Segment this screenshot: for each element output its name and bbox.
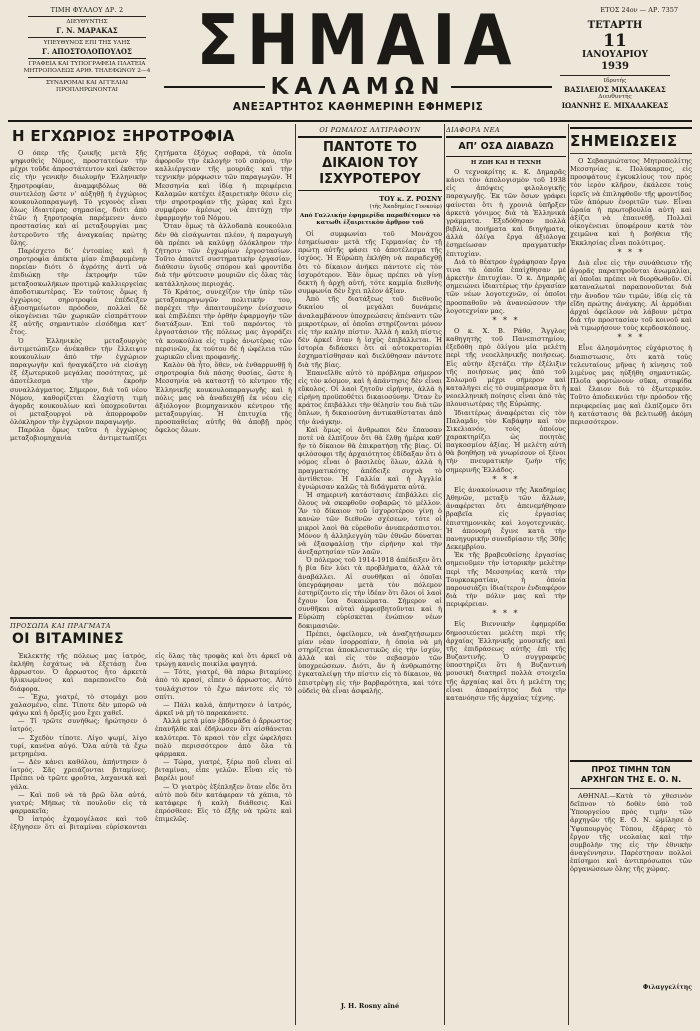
article-tribute bbox=[570, 792, 692, 982]
article-paragraph: — Καὶ ποῦ νὰ τὰ βρῶ ὅλα αὐτά, γιατρέ; Μήπως τὰ πουλοῦν εἰς τὰ φαρμακεῖα; bbox=[10, 790, 147, 815]
separator-stars: * * * bbox=[492, 315, 520, 325]
article-paragraph: Ὁ ἰατρὸς ἐχαμογέλασε καὶ τοῦ ἐξήγησεν ὅτι αἱ βιταμίναι εὑρίσκονται εἰς ὅλας τὰς τροφὰς καὶ ὅτι ἀρκεῖ νὰ τρώγῃ κανεὶς ποικίλα φαγητά. bbox=[10, 652, 292, 832]
article-paragraph: Καλὸν θὰ ἦτο, ὅθεν, νὰ ἐνθαρρυνθῇ ἡ σηροτροφία διὰ πάσης θυσίας, ὥστε ἡ Μεσσηνία νὰ καταστῇ τὸ κέντρον τῆς Ἑλληνικῆς κουκουλοπαραγωγῆς καὶ ἡ πόλις μας νὰ ἀναδειχθῇ ἐκ νέου εἰς ἀξιόλογον βιομηχανικὸν κέντρον τῆς μεταξουργίας. Ἡ ἐπιτυχία τῆς προσπαθείας αὐτῆς θὰ ἀποβῇ πρὸς ὄφελος ὅλων. bbox=[155, 361, 292, 435]
offices-info: ΓΡΑΦΕΙΑ ΚΑΙ ΤΥΠΟΓΡΑΦΕΙΑ ΠΛΑΤΕΙΑ ΜΗΤΡΟΠΟΛΕΩΣ ΑΡΙΘ. ΤΗΛΕΦΩΝΟΥ 2—4 bbox=[23, 61, 151, 74]
issue-day: ΤΕΤΑΡΤΗ bbox=[587, 20, 643, 31]
separator-stars: * * * bbox=[492, 474, 520, 484]
article-lead-in: Από Γαλλικήν ἐφημερίδα παραθέτομεν τὸ κατωθι ἐξαιρετικὸν ἄρθρον τοῦ bbox=[299, 213, 441, 226]
subscriptions-info: ΣΥΝΔΡΟΜΑΙ ΚΑΙ ΑΓΓΕΛΙΑΙ ΠΡΟΠΛΗΡΩΝΟΝΤΑΙ bbox=[45, 80, 129, 93]
section-divider bbox=[570, 153, 692, 154]
issue-date-number: 11 bbox=[603, 31, 627, 51]
article-paragraph: — Ἔχω, γιατρέ, τὸ στομάχι μου χαλασμένο, εἶπε. Τίποτε δὲν μπορῶ νὰ φάγω καὶ ἡ ὄρεξίς μου ἔχει χαθεῖ. bbox=[10, 692, 147, 718]
subtitle-rule-left bbox=[164, 86, 265, 88]
section-divider bbox=[570, 760, 692, 762]
divider bbox=[560, 75, 670, 76]
article-kicker: ΟΙ ΡΩΜΑΙΟΣ ΛΛΤΙΡΑΦΟΥΝ bbox=[319, 126, 421, 134]
newspaper-title: ΣΗΜΑΙΑ bbox=[196, 0, 520, 82]
column-3 bbox=[446, 124, 566, 1025]
column-rule bbox=[444, 124, 445, 1025]
column-rule bbox=[568, 124, 569, 1025]
separator-stars: * * * bbox=[617, 247, 645, 257]
article-paragraph: Παρέσχετο δι’ ἐντοπίας καὶ ἡ σηροτροφία ἀπέκτα μίαν ἐπιβαρυμένην πορείαν διότι ὁ ἀγρότης ἀντὶ νὰ ἐπιδιώκῃ τὴν ἐκτροφήν τῶν μεταξοσκωλήκων προτιμῷ καλλιεργείας ἀποδοτικωτέρας. Ἐν τούτοις ὅμως ἡ ἐγχώριος σηροτροφία ἐπέδειξεν ἀξιοσημείωτον πρόοδον, πολλαὶ δὲ οἰκογένειαι τῶν χωρικῶν εἰσπράττουν ἐξ αὐτῆς σημαντικὸν εἰσόδημα κατ’ ἔτος. bbox=[10, 246, 147, 337]
article-justice bbox=[298, 230, 442, 1000]
article-reading bbox=[446, 168, 566, 1008]
article-paragraph: Ὁ πόλεμος τοῦ 1914-1918 ἀπέδειξεν ὅτι ἡ βία δὲν λύει τὰ προβλήματα, ἀλλὰ τὰ ἀναβάλλει. Αἱ συνθῆκαι αἱ ὁποῖαι ὑπεγράφησαν μετὰ τὸν πόλεμον ἐστηρίζοντο εἰς τὴν ἰδέαν ὅτι ὅλοι οἱ λαοὶ ἔχουν ἴσα δικαιώματα. Σήμερον αἱ συνθῆκαι αὐταὶ ἀμφισβητοῦνται καὶ ἡ Εὐρώπη εὑρίσκεται ἐνώπιον νέων δοκιμασιῶν. bbox=[298, 556, 442, 630]
headline-box bbox=[298, 136, 442, 191]
article-paragraph: Ἀλλὰ μετὰ μίαν ἑβδομάδα ὁ ἄρρωστος ἐπανῆλθε καὶ ἐδήλωσεν ὅτι αἰσθάνεται καλύτερα. Τὸ κρασὶ τὸν εἶχε ὠφελήσει πολὺ περισσότερον ἀπὸ ὅλα τὰ φάρμακα. bbox=[155, 717, 292, 758]
article-paragraph: Ἐπανεῖλθε αὐτὸ τὸ πρόβλημα σήμερον εἰς τὸν κόσμον, καὶ ἡ ἀπάντησις δὲν εἶναι εὔκολος. Οἱ λαοὶ ζητοῦν εἰρήνην, ἀλλὰ ἡ εἰρήνη προϋποθέτει δικαιοσύνην. Ὅταν ἓν κράτος ἐπιβάλλει τὴν θέλησίν του διὰ τῶν ὅπλων, ἡ δικαιοσύνη ἀντικαθίσταται ἀπὸ τὴν ἀνάγκην. bbox=[298, 368, 442, 426]
director-name: Γ. Ν. ΜΑΡΑΚΑΣ bbox=[56, 26, 118, 35]
article-paragraph: Ἀπὸ τῆς διατάξεως τοῦ διεθνοῦς δικαίου οἱ μεγάλαι δυνάμεις ἀναλαμβάνουν ὑποχρεώσεις ἀπέναντι τῶν μικροτέρων, αἱ ὁποῖαι στηρίζονται μόνον εἰς τὴν καλὴν πίστιν. Ἀλλὰ ἡ καλὴ πίστις δὲν ἀρκεῖ ὅταν ἡ ἰσχὺς ἐπιβάλλεται. Ἡ ἱστορία διδάσκει ὅτι αἱ αὐτοκρατορίαι ἐσχηματίσθησαν καὶ διελύθησαν πάντοτε διὰ τῆς βίας. bbox=[298, 295, 442, 369]
article-paragraph: — Τώρα, γιατρέ, ξέρω ποῦ εἶναι αἱ βιταμίναι, εἶπε γελῶν. Εἶναι εἰς τὸ βαρέλι μου! bbox=[155, 758, 292, 783]
subtitle-rule-right bbox=[451, 86, 552, 88]
article-subheading: Η ΖΩΗ ΚΑΙ Η ΤΕΧΝΗ bbox=[470, 160, 542, 166]
headline-reading: ΑΠ’ ΟΣΑ ΔΙΑΒΑΖΩ bbox=[458, 141, 554, 152]
article-paragraph: Εἰς ἀνακοίνωσιν τῆς Ἀκαδημίας Ἀθηνῶν, μεταξὺ τῶν ἄλλων, ἀναφέρεται ὅτι ἀπενεμήθησαν βραβεῖα εἰς ἐργασίας ἐπιστημονικὰς καὶ λογοτεχνικάς. Ἡ ἀπονομὴ ἔγινε κατὰ τὴν πανηγυρικὴν συνεδρίασιν τῆς 30ῆς Δεκεμβρίου. bbox=[446, 485, 566, 552]
divider bbox=[28, 37, 146, 38]
column-2 bbox=[298, 124, 442, 1025]
section-kicker: ΠΡΟΣΩΠΑ ΚΑΙ ΠΡΑΓΜΑΤΑ bbox=[10, 622, 111, 630]
divider bbox=[28, 58, 146, 59]
notes-list bbox=[570, 157, 692, 757]
headline-tribute: ΠΡΟΣ ΤΙΜΗΝ ΤΩΝ ΑΡΧΗΓΩΝ ΤΗΣ Ε. Ο. Ν. bbox=[580, 765, 682, 784]
article-signature: J. H. Rosny aîné bbox=[340, 1002, 400, 1010]
article-paragraph: — Τί τρῶτε συνήθως; ἠρώτησεν ὁ ἰατρός. bbox=[10, 717, 147, 734]
section-divider bbox=[570, 788, 692, 789]
editor-title: Διευθυντής bbox=[598, 94, 632, 100]
title-block bbox=[158, 0, 558, 113]
section-divider bbox=[10, 617, 292, 619]
column-rule bbox=[295, 124, 296, 1025]
article-paragraph: Διὰ τὸ θέατρον ἐγράφησαν ἔργα τινα τὰ ὁποῖα ἐπαίχθησαν μὲ ἀρκετὴν ἐπιτυχίαν. Ὁ κ. Δημαρᾶς σημειώνει ἰδιαιτέρως τὴν ἐργασίαν τῶν νέων λογοτεχνῶν, οἱ ὁποῖοι προσπαθοῦν νὰ ἀνανεώσουν τὴν λογοτεχνίαν μας. bbox=[446, 257, 566, 315]
masthead-rule bbox=[8, 120, 692, 122]
section-divider bbox=[570, 127, 692, 129]
article-paragraph: Εἰς Βιεννικὴν ἐφημερίδα δημοσιεύεται μελέτη περὶ τῆς ἀρχαίας Ἑλληνικῆς μουσικῆς καὶ τῆς ἐπιδράσεως αὐτῆς ἐπὶ τῆς Βυζαντινῆς. Ὁ συγγραφεὺς ὑποστηρίζει ὅτι ἡ Βυζαντινὴ μουσικὴ διατηρεῖ πολλὰ στοιχεῖα τῆς ἀρχαίας καὶ ὅτι ἡ μελέτη της εἶναι ἀπαραίτητος διὰ τὴν κατανόησιν τῆς ἀρχαίας τέχνης. bbox=[446, 620, 566, 702]
article-paragraph: — Σχεδὸν τίποτε. Λίγο ψωμί, λίγο τυρί, κανένα αὐγό. Ὅλα αὐτὰ τὰ ἔχω μετρημένα. bbox=[10, 733, 147, 758]
article-kicker: ΔΙΑΦΟΡΑ ΝΕΑ bbox=[446, 126, 500, 134]
article-paragraph: — Πάλι καλά, ἀπήντησεν ὁ ἰατρός, ἀρκεῖ νὰ μὴ τὸ παρακάνετε. bbox=[155, 700, 292, 718]
column-4 bbox=[570, 124, 692, 1025]
article-byline-affiliation: (τῆς Ἀκαδημίας Γονκούρ) bbox=[369, 204, 442, 210]
headline-vitamins: ΟΙ ΒΙΤΑΜΙΝΕΣ bbox=[12, 631, 124, 647]
article-paragraph: Ὁ Ἑλληνικὸς μεταξουργὸς ἀντιμετώπιζεν ἀνέκαθεν τὴν ἔλλειψιν κουκουλίων ἀπὸ τὴν ἐγχώριον παραγωγὴν καὶ ἠναγκάζετο νὰ εἰσάγῃ ἐξ ἐξωτερικοῦ μεγάλας ποσότητας, μὲ ἀποτέλεσμα τὴν ἐκροὴν συναλλάγματος. Σήμερον, διὰ τοῦ νέου Νόμου, καθορίζεται ἐλαχίστη τιμὴ ἀγορᾶς κουκουλίων καὶ ὑποχρεοῦνται οἱ μεταξουργοὶ νὰ ἀπορροφοῦν ὁλόκληρον τὴν ἐγχώριον παραγωγήν. bbox=[10, 336, 147, 427]
article-paragraph: Ἰδιαιτέρως ἀναφέρεται εἰς τὸν Παλαμᾶν, τὸν Καβάφην καὶ τὸν Σικελιανόν, τοὺς ὁποίους χαρακτηρίζει ὡς ποιητὰς παγκοσμίου ἀξίας. Ἡ μελέτη αὐτὴ θὰ βοηθήσῃ νὰ γνωρίσουν οἱ ξένοι τὴν πνευματικὴν ζωὴν τῆς σημερινῆς Ἑλλάδος. bbox=[446, 408, 566, 474]
article-paragraph: — Ὁ γιατρὸς ἐξέπληξεν ὅταν εἶδε ὅτι αὐτὸ ποὺ δὲν κατάφεραν τὰ χάπια, τὸ κατάφερε ἡ καλὴ διάθεσις. Καὶ ἐπρόσθεσε: Εἰς τὸ ἑξῆς νὰ τρῶτε καὶ ἐπιμελῶς. bbox=[155, 782, 292, 824]
director-title: ΔΙΕΥΘΥΝΤΗΣ bbox=[66, 19, 108, 25]
notes-signature: Φιλαγγελίτης bbox=[642, 984, 692, 991]
divider bbox=[28, 16, 146, 17]
issue-year: 1939 bbox=[601, 61, 629, 72]
newspaper-tagline: ΑΝΕΞΑΡΤΗΤΟΣ ΚΑΘΗΜΕΡΙΝΗ ΕΦΗΜΕΡΙΣ bbox=[232, 101, 484, 113]
editor-name: ΙΩΑΝΝΗΣ Ε. ΜΙΧΑΛΑΚΕΑΣ bbox=[561, 101, 669, 110]
masthead-left-box bbox=[18, 6, 156, 94]
issue-number: ΕΤΟΣ 24ον — ΑΡ. 7357 bbox=[600, 6, 678, 14]
founder-title: Ιδρυτής bbox=[603, 78, 627, 84]
article-paragraph: Ὅταν ὅμως τὰ ἀλλοδαπὰ κουκούλια δὲν θὰ εἰσάγωνται πλέον, ἡ παραγωγὴ θὰ πρέπει νὰ καλύψῃ ὁλόκληρον τὴν ζήτησιν τῶν ἐγχωρίων ἐργοστασίων. Τοῦτο ἀπαιτεῖ συστηματικὴν ἐργασίαν, διάθεσιν ὑγιοῦς σπόρου καὶ φροντίδα διὰ τὴν φύτευσιν μουριῶν εἰς ὅλας τὰς κατάλληλους περιοχάς. bbox=[155, 222, 292, 288]
article-sericulture bbox=[10, 149, 292, 614]
article-paragraph: Ἡ σημερινὴ κατάστασις ἐπιβάλλει εἰς ὅλους νὰ σκεφθοῦν σοβαρῶς τὸ μέλλον. Ἂν τὸ δίκαιον τοῦ ἰσχυροτέρου γίνῃ ὁ κανὼν τῶν διεθνῶν σχέσεων, τότε οἱ μικροὶ λαοὶ θὰ εὑρεθοῦν ἀνυπεράσπιστοι. Μόνον ἡ ἀλληλεγγύη τῶν ἐθνῶν δύναται νὰ ἐξασφαλίσῃ τὴν εἰρήνην καὶ τὴν ἀνεξαρτησίαν τῶν λαῶν. bbox=[298, 491, 442, 557]
article-paragraph: Καὶ ὅμως οἱ ἄνθρωποι δὲν ἔπαυσαν ποτὲ νὰ ἐλπίζουν ὅτι θὰ ἔλθῃ ἡμέρα καθ’ ἣν τὸ δίκαιον θὰ ἐπικρατήσῃ τῆς βίας. Οἱ φιλόσοφοι τῆς ἀρχαιότητος ἐδίδαξαν ὅτι ὁ νόμος εἶναι ὁ βασιλεὺς ὅλων, ἀλλὰ ἡ πραγματικότης ἀπέδειξε συχνὰ τὸ ἀντίθετον. Ἡ Γαλλία καὶ ἡ Ἀγγλία ἐγνώρισαν καλῶς τὰ διδάγματα αὐτά. bbox=[298, 425, 442, 491]
masthead bbox=[8, 0, 692, 118]
separator-stars: * * * bbox=[617, 333, 645, 343]
responsible-title: ΥΠΕΥΘΥΝΟΣ ΕΠΙ ΤΗΣ ΥΛΗΣ bbox=[43, 40, 131, 46]
separator-stars: * * * bbox=[492, 609, 520, 619]
note-item: Ο Σεβασμιώτατος Μητροπολίτης Μεσσηνίας κ. Πολύκαρπος, εἰς προσφάτους ἐγκυκλίους του πρὸς τὸν ἱερὸν κλῆρον, ἐκάλεσε τοὺς ἱερεῖς νὰ ἐπιληφθοῦν τῆς φροντίδος τῶν ἀπόρων ἐνοριτῶν των. Εἶναι ὡραία ἡ πρωτοβουλία αὐτὴ καὶ ἀξίζει νὰ ἐπαινεθῇ. Πολλαὶ οἰκογένειαι ὑποφέρουν κατὰ τὸν χειμῶνα καὶ ἡ βοήθεια τῆς Ἐκκλησίας εἶναι πολύτιμος. bbox=[570, 157, 692, 247]
newspaper-subtitle: ΚΑΛΑΜΩΝ bbox=[270, 74, 446, 100]
headline-justice: ΠΑΝΤΟΤΕ ΤΟ ΔΙΚΑΙΟΝ ΤΟΥ ΙΣΧΥΡΟΤΕΡΟΥ bbox=[319, 140, 421, 187]
article-paragraph: — Δὲν κάνει καθόλου, ἀπήντησεν ὁ ἰατρός. Σᾶς χρειάζονται βιταμίνες. Πρέπει νὰ τρῶτε φροῦτα, λαχανικὰ καὶ γάλα. bbox=[10, 758, 147, 791]
issue-month: ΙΑΝΟΥΑΡΙΟΥ bbox=[582, 50, 648, 60]
article-byline: ΤΟΥ κ. Ζ. ΡΟΣΝΥ bbox=[379, 195, 442, 203]
masthead-right-box bbox=[550, 6, 680, 110]
article-paragraph: ΑΘΗΝΑΙ.—Κατὰ τὸ χθεσινὸν δεῖπνον τὸ δοθὲν ὑπὸ τοῦ Ὑπουργείου πρὸς τιμὴν τῶν ἀρχηγῶν τῆς Ε. Ο. Ν. ὡμίλησε ὁ Ὑφυπουργὸς Τύπου, ἐξάρας τὸ ἔργον τῆς νεολαίας καὶ τὴν συμβολὴν της εἰς τὴν ἐθνικὴν ἀναγέννησιν. Παρέστησαν πολλοὶ ἐπίσημοι καὶ ἀντιπρόσωποι τῶν ὀργανώσεων ὅλης τῆς χώρας. bbox=[570, 792, 692, 874]
responsible-name: Γ. ΑΠΟΣΤΟΛΟΠΟΥΛΟΣ bbox=[42, 47, 132, 56]
article-paragraph: Παρόλα ὅμως ταῦτα ἡ ἐγχώριος μεταξοβιομηχανία ἀντιμετωπίζει ζητήματα ἐξόχως σοβαρά, τὰ ὁποῖα ἀφοροῦν τὴν ἐκλογὴν τοῦ σπόρου, τὴν καλλιέργειαν τῆς μουριᾶς καὶ τὴν τεχνικὴν μόρφωσιν τῶν παραγωγῶν. Ἡ Μεσσηνία καὶ ἰδίᾳ ἡ περιφέρεια Καλαμῶν κατέχει ἐξαιρετικὴν θέσιν εἰς τὴν σηροτροφίαν τῆς χώρας καὶ ἔχει συμφέρον ἀμέσως νὰ ἐπιτύχῃ τὴν ἐφαρμογὴν τοῦ Νόμου. bbox=[10, 149, 292, 443]
headline-sericulture: Η ΕΓΧΩΡΙΟΣ ΞΗΡΟΤΡΟΦΙΑ bbox=[12, 127, 235, 145]
article-paragraph: Ἐκλεκτὴς τῆς πόλεως μας ἰατρός, ἐκλήθη ἐσχάτως νὰ ἐξετάσῃ ἕνα ἄρρωστον. Ὁ ἄρρωστος ἦτο ἀρκετὰ ἡλικιωμένος καὶ παρεπονεῖτο διὰ διάφορα. bbox=[10, 652, 147, 693]
founder-name: ΒΑΣΙΛΕΙΟΣ ΜΙΧΑΛΑΚΕΑΣ bbox=[564, 85, 666, 94]
article-paragraph: Ο κ. Χ. Β. Ράθσ, Ἄγγλος καθηγητὴς τοῦ Πανεπιστημίου, ἐξεδόθη πρὸ ὀλίγου μία μελέτη περὶ τῆς νεοελληνικῆς ποιήσεως. Εἰς αὐτὴν ἐξετάζει τὴν ἐξέλιξιν τῆς ποιήσεως μας ἀπὸ τοῦ Σολωμοῦ μέχρι σήμερον καὶ καταλήγει εἰς τὸ συμπέρασμα ὅτι ἡ νεοελληνικὴ ποίησις εἶναι ἀπὸ τὰς πλουσιωτέρας τῆς Εὐρώπης. bbox=[446, 326, 566, 409]
price: ΤΙΜΗ ΦΥΛΛΟΥ ΔΡ. 2 bbox=[50, 6, 124, 14]
article-paragraph: — Τότε, γιατρέ, θὰ πάρω βιταμίνες ἀπὸ τὸ κρασί, εἶπεν ὁ ἄρρωστος. Αὐτὸ τουλάχιστον τὸ ἔχω πάντοτε εἰς τὸ σπίτι. bbox=[155, 668, 292, 701]
article-paragraph: Ο όπερ τῆς ζωικῆς μετὰ ξῆς ψηφισθεὶς Νόμος, προστατεύων τὴν μέχρι τοῦδε ἀπροστάτευτον καὶ ἐκθετον εἰς τὴν γενικὴν διωλυμὴν Ἑλληνικὴν ξηροτροφίαν, ἀναμφιβόλως θὰ συντελέσῃ ὥστε ν’ αὐξηθῇ ἡ ἐγχώριος κουκουλοπαραγωγή. Τὸ γεγονὸς εἶναι ὅλως ἰδιαιτέρας σημασίας, διότι ἀπὸ ἐτῶν ἡ ξηροτροφία παρέμενεν ἀνευ προστασίας καὶ αἱ μεταξουργίαι μας ἐστεροῦντο τῆς ἀναγκαίας πρώτης ὕλης. bbox=[10, 149, 147, 247]
article-paragraph: Οἱ συμφωνίαι τοῦ Μονάχου ἐσημείωσαν μετὰ τῆς Γερμανίας ἐν τῇ πρώτῃ αὐτῆς φάσει τὸ ἀποτέλεσμα τῆς ἰσχύος. Ἡ Εὐρώπη ἐκλήθη νὰ παραδεχθῇ ὅτι τὸ δίκαιον ἀνήκει πάντοτε εἰς τὸν ἰσχυρότερον. Ἐὰν ὅμως πρέπει νὰ γίνῃ δεκτὴ ἡ ἀρχὴ αὐτή, τότε καμμία διεθνὴς συμφωνία δὲν ἔχει πλέον ἀξίαν. bbox=[298, 230, 442, 296]
headline-box bbox=[446, 136, 566, 157]
article-paragraph: Πρέπει, ὀφείλομεν, νὰ ἀναζητήσωμεν μίαν νέαν ἰσορροπίαν, ἡ ὁποία νὰ μὴ στηρίζεται ἀποκλειστικῶς εἰς τὴν ἰσχύν, ἀλλὰ καὶ εἰς τὸν σεβασμὸν τῶν ὑποχρεώσεων. Διότι, ἂν ἡ ἀνθρωπότης ἐγκαταλείψῃ τὴν πίστιν εἰς τὸ δίκαιον, θὰ ἐπιστρέψῃ εἰς τὴν βαρβαρότητα, καὶ τότε οὐδεὶς θὰ εἶναι ἀσφαλής. bbox=[298, 629, 442, 695]
headline-notes: ΣΗΜΕΙΩΣΕΙΣ bbox=[570, 132, 678, 150]
note-item: Διὰ εἶνε εἰς τὴν συνάθεισιν τῆς ἀγορᾶς παρατηροῦνται ἀνωμαλίαι, αἱ ὁποῖαι πρέπει νὰ διορθωθοῦν. Οἱ καταναλωταὶ παραπονοῦνται διὰ τὴν ἄνοδον τῶν τιμῶν, ἰδίᾳ εἰς τὰ εἴδη πρώτης ἀνάγκης. Αἱ ἁρμόδιαι ἀρχαὶ ὀφείλουν νὰ λάβουν μέτρα διὰ τὴν προστασίαν τοῦ κοινοῦ καὶ νὰ τιμωρήσουν τοὺς κερδοσκόπους. bbox=[570, 258, 692, 333]
note-item: Εἶνε ἀλησμόνητος εὐχάριστος ἡ διαπιστωσις, ὅτι κατὰ τοὺς τελευταίους μῆνας ἡ κίνησις τοῦ λιμένος μας ηὐξήθη σημαντικῶς. Πλοῖα φορτώνουν σῦκα, σταφίδα καὶ ἔλαιον διὰ τὸ ἐξωτερικόν. Τοῦτο ἀποδεικνύει τὴν πρόοδον τῆς περιφερείας μας καὶ ἐλπίζομεν ὅτι ἡ κατάστασις θὰ βελτιωθῇ ἀκόμη περισσότερον. bbox=[570, 344, 692, 426]
article-paragraph: Τὸ Κράτος, συνεχίζον τὴν ὑπὲρ τῶν μεταξοπαραγωγῶν πολιτικήν του, παρέχει τὴν ἀπαιτουμένην ἐνίσχυσιν καὶ ἐπιβλέπει τὴν ὀρθὴν ἐφαρμογὴν τῶν διατάξεων. Ἐπὶ τοῦ παρόντος τὸ ἐργοστάσιον τῆς πόλεως μας ἀγοράζει τὰ κουκούλια εἰς τιμὰς ἀνωτέρας τῶν περσινῶν, ἐκ τούτου δὲ ἡ ὠφέλεια τῶν χωρικῶν εἶναι προφανής. bbox=[155, 287, 292, 361]
article-vitamins bbox=[10, 652, 292, 1022]
column-1 bbox=[10, 124, 292, 1025]
article-paragraph: Ἐκ τῆς βραβευθείσης ἐργασίας σημειοῦμεν τὴν ἱστορικὴν μελέτην περὶ τῆς Μεσσηνίας κατὰ τὴν Τουρκοκρατίαν, ἡ ὁποία παρουσιάζει ἰδιαίτερον ἐνδιαφέρον διὰ τὴν πόλιν μας καὶ τὴν περιφέρειαν. bbox=[446, 551, 566, 609]
article-paragraph: Ο τεχνοκρίτης κ. Κ. Δημαρᾶς κάνει τὸν ἀπολογισμὸν τοῦ 1938 εἰς ἀπόψεις φιλολογικῆς παραγωγῆς. Ἐκ τῶν ὅσων γράφει φαίνεται ὅτι ἡ χρονιὰ ὑπῆρξεν ἀρκετὰ γόνιμος διὰ τὰ Ἑλληνικὰ γράμματα. Ἐξεδόθησαν πολλὰ βιβλία, ποιήματα καὶ διηγήματα, ἀλλὰ ὀλίγα ἔργα ἀξιόλογα ἐσημείωσαν πραγματικὴν ἐπιτυχίαν. bbox=[446, 168, 566, 258]
divider bbox=[28, 77, 146, 78]
